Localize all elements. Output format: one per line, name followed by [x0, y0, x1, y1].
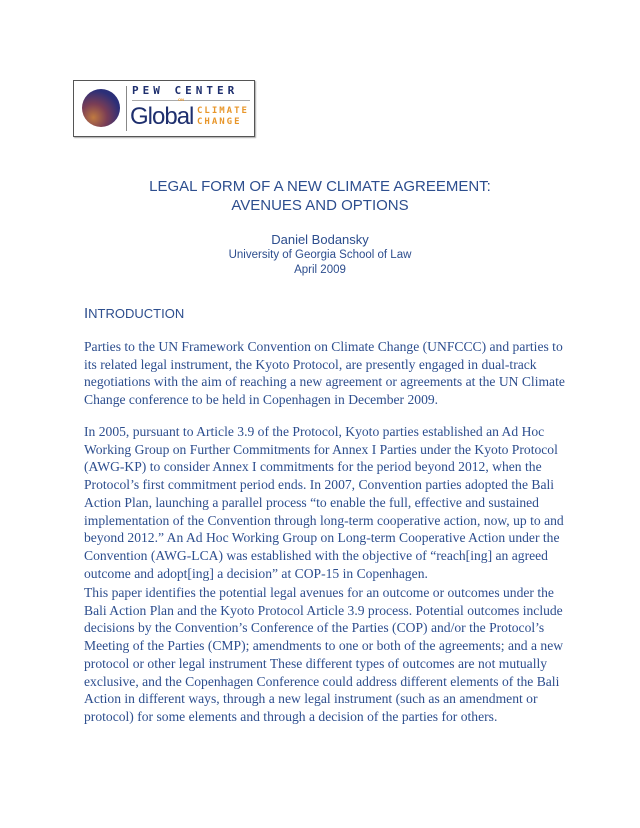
- paragraph-line: (AWG-KP) to consider Annex I commitments for the period beyond 2012, when the: [84, 459, 542, 475]
- logo-global: Global: [130, 103, 194, 130]
- logo-on: ON: [178, 97, 184, 102]
- paragraph-1: [84, 338, 564, 409]
- logo-divider: [126, 86, 127, 131]
- heading-initial: I: [84, 305, 89, 322]
- globe-icon: [82, 89, 120, 127]
- paragraph-line: its related legal instrument, the Kyoto Protocol, are presently engaged in dual-track: [84, 356, 537, 372]
- section-heading-introduction: [84, 305, 184, 322]
- paragraph-line: Working Group on Further Commitments for Annex I Parties under the Kyoto Protocol: [84, 441, 558, 457]
- logo-pew-center: PEW CENTER: [132, 84, 239, 97]
- paragraph-line: protocol or other legal instrument These different types of outcomes are not mutually: [84, 655, 548, 671]
- paragraph-line: negotiations with the aim of reaching a new agreement or agreements at the UN Climate: [84, 374, 565, 390]
- paragraph-line: Meeting of the Parties (CMP); amendments to one or both of the agreements; and a new: [84, 638, 564, 654]
- paragraph-line: Parties to the UN Framework Convention on Climate Change (UNFCCC) and parties to: [84, 339, 563, 354]
- paragraph-line: Convention (AWG-LCA) was established with the objective of “reach[ing] an agreed: [84, 547, 548, 563]
- paragraph-line: implementation of the Convention through long-term cooperative action, now, up to and: [84, 512, 564, 528]
- paragraph-line: outcome and adopt[ing] a decision” at COP-15 in Copenhagen.: [84, 565, 428, 581]
- author-affiliation: University of Georgia School of Law: [228, 249, 412, 261]
- paragraph-line: protocol) for some elements and through a decision of the parties for others.: [84, 708, 498, 724]
- paragraph-line: Protocol’s first commitment period ends. In 2007, Convention parties adopted the Bali: [84, 477, 555, 493]
- paragraph-line: exclusive, and the Copenhagen Conference could address different elements of the Bali: [84, 673, 560, 689]
- paragraph-2: [84, 423, 564, 582]
- document-title: [80, 177, 560, 215]
- logo-climate: CLIMATE: [197, 106, 249, 116]
- title-line-2: AVENUES AND OPTIONS: [231, 197, 409, 214]
- author-block: [80, 232, 560, 278]
- publication-date: April 2009: [294, 264, 346, 276]
- paragraph-line: In 2005, pursuant to Article 3.9 of the Protocol, Kyoto parties established an Ad Hoc: [84, 424, 545, 439]
- paragraph-line: decisions by the Convention’s Conference of the Parties (COP) and/or the Protocol’s: [84, 620, 545, 636]
- paragraph-line: This paper identifies the potential legal avenues for an outcome or outcomes under the: [84, 585, 554, 600]
- paragraph-line: Bali Action Plan and the Kyoto Protocol Article 3.9 process. Potential outcomes include: [84, 602, 563, 618]
- paragraph-3: [84, 584, 564, 726]
- paragraph-line: Change conference to be held in Copenhagen in December 2009.: [84, 392, 439, 408]
- paragraph-line: Action in different ways, through a new legal instrument (such as an amendment or: [84, 691, 538, 707]
- pew-center-logo: [73, 80, 255, 137]
- title-line-1: LEGAL FORM OF A NEW CLIMATE AGREEMENT:: [149, 178, 491, 195]
- paragraph-line: Action Plan, launching a parallel process “to enable the full, effective and sustained: [84, 494, 539, 510]
- author-name: Daniel Bodansky: [271, 232, 369, 247]
- heading-rest: NTRODUCTION: [88, 306, 185, 321]
- paragraph-line: beyond 2012.” An Ad Hoc Working Group on Long-term Cooperative Action under the: [84, 530, 560, 546]
- logo-change: CHANGE: [197, 117, 242, 127]
- logo-climate-change: [197, 106, 249, 128]
